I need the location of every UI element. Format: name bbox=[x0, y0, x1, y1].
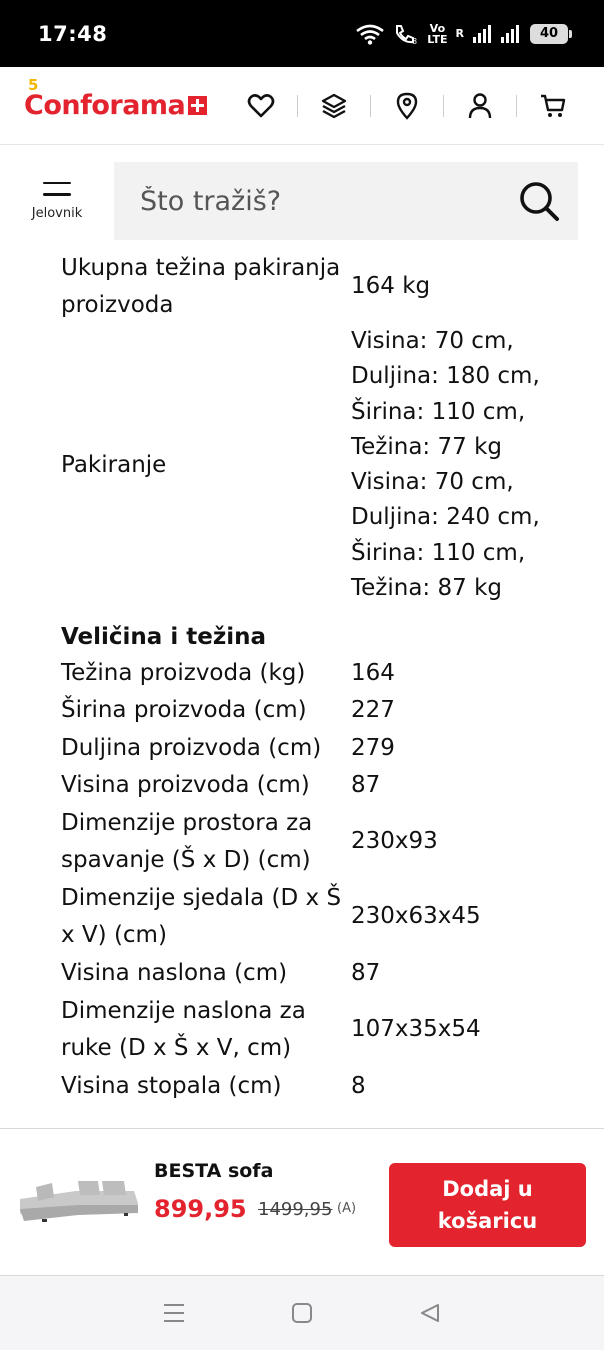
spec-value: 87 bbox=[351, 959, 381, 986]
wifi-icon bbox=[355, 23, 385, 45]
status-time: 17:48 bbox=[38, 21, 108, 46]
home-icon bbox=[291, 1302, 313, 1324]
menu-button[interactable] bbox=[0, 160, 114, 242]
spec-row bbox=[61, 655, 581, 692]
spec-label: Duljina proizvoda (cm) bbox=[61, 735, 322, 761]
back-button[interactable] bbox=[410, 1293, 450, 1333]
divider bbox=[443, 95, 444, 117]
spec-row bbox=[61, 955, 581, 992]
logo-plus-icon bbox=[188, 96, 207, 115]
call-icon bbox=[393, 23, 419, 45]
spec-label: Širina proizvoda (cm) bbox=[61, 697, 307, 723]
spec-row-package-weight bbox=[61, 250, 581, 324]
status-icons bbox=[355, 23, 568, 45]
spec-row bbox=[61, 805, 581, 879]
heart-icon bbox=[247, 93, 275, 119]
recents-button[interactable] bbox=[154, 1293, 194, 1333]
store-locator-button[interactable] bbox=[385, 84, 429, 128]
spec-label: Dimenzije naslona za ruke (D x Š x V, cm) bbox=[61, 998, 306, 1061]
spec-row bbox=[61, 692, 581, 729]
spec-label: Ukupna težina pakiranja proizvoda bbox=[61, 255, 341, 318]
search-icon bbox=[518, 180, 560, 222]
volte-bottom: LTE bbox=[427, 32, 448, 46]
search-input[interactable] bbox=[114, 186, 494, 217]
spec-value: 8 bbox=[351, 1072, 366, 1099]
location-icon bbox=[395, 92, 419, 120]
spec-row bbox=[61, 880, 581, 954]
spec-value: 227 bbox=[351, 696, 395, 723]
spec-value: 230x93 bbox=[351, 828, 438, 855]
spec-row bbox=[61, 730, 581, 767]
energy-class: (A) bbox=[337, 1201, 357, 1216]
svg-text:8: 8 bbox=[412, 36, 418, 45]
spec-value: 164 kg bbox=[351, 273, 431, 300]
user-icon bbox=[468, 92, 492, 120]
recents-icon bbox=[162, 1302, 186, 1324]
spec-label: Dimenzije prostora za spavanje (Š x D) (cm) bbox=[61, 810, 313, 873]
search-row bbox=[0, 160, 604, 242]
product-thumbnail[interactable] bbox=[16, 1169, 142, 1229]
sticky-add-to-cart-bar bbox=[0, 1128, 604, 1276]
logo-text: Conforama bbox=[24, 90, 186, 121]
spec-value: 87 bbox=[351, 771, 381, 798]
header-actions bbox=[239, 84, 575, 128]
wishlist-button[interactable] bbox=[239, 84, 283, 128]
divider bbox=[516, 95, 517, 117]
cart-button[interactable] bbox=[531, 84, 575, 128]
hamburger-icon bbox=[43, 182, 71, 196]
product-name: BESTA sofa bbox=[154, 1160, 274, 1182]
add-to-cart-label: Dodaj u košaricu bbox=[437, 1177, 538, 1233]
old-price: 1499,95 bbox=[258, 1199, 333, 1220]
conforama-logo[interactable] bbox=[24, 76, 207, 121]
spec-label: Visina stopala (cm) bbox=[61, 1073, 282, 1099]
signal-icon bbox=[472, 24, 492, 44]
back-icon bbox=[419, 1302, 441, 1324]
logo-mark: 5 bbox=[28, 76, 38, 94]
layers-icon bbox=[320, 92, 348, 120]
spec-value: 230x63x45 bbox=[351, 903, 481, 930]
volte-top: Vo bbox=[429, 21, 446, 35]
cart-icon bbox=[539, 92, 567, 120]
menu-label: Jelovnik bbox=[31, 205, 83, 221]
divider bbox=[297, 95, 298, 117]
search-bar bbox=[114, 162, 578, 240]
volte-indicator bbox=[427, 23, 447, 45]
site-header bbox=[0, 67, 604, 145]
search-button[interactable] bbox=[500, 162, 578, 240]
battery-icon: 40 bbox=[530, 24, 568, 44]
add-to-cart-button[interactable] bbox=[389, 1163, 586, 1247]
spec-label: Dimenzije sjedala (D x Š x V) (cm) bbox=[61, 885, 342, 948]
spec-value: Visina: 70 cm, Duljina: 180 cm, Širina: 110 cm, Težina: 77 kg Visina: 70 cm, Duljina: 240 cm, Širina: 110 cm, Težina: 87 kg bbox=[351, 328, 540, 602]
spec-label: Visina proizvoda (cm) bbox=[61, 772, 310, 798]
spec-label: Visina naslona (cm) bbox=[61, 960, 288, 986]
spec-value: 107x35x54 bbox=[351, 1016, 481, 1043]
spec-label: Pakiranje bbox=[61, 451, 167, 478]
spec-row bbox=[61, 993, 581, 1067]
spec-label: Težina proizvoda (kg) bbox=[61, 660, 306, 686]
compare-button[interactable] bbox=[312, 84, 356, 128]
spec-row-packaging bbox=[61, 324, 581, 606]
signal-icon bbox=[500, 24, 522, 44]
section-title: Veličina i težina bbox=[61, 624, 266, 650]
roaming-indicator: R bbox=[455, 27, 464, 40]
system-nav-bar bbox=[0, 1276, 604, 1350]
status-bar bbox=[0, 0, 604, 67]
spec-row bbox=[61, 767, 581, 804]
spec-value: 279 bbox=[351, 734, 395, 761]
home-button[interactable] bbox=[282, 1293, 322, 1333]
product-price: 899,95 bbox=[154, 1195, 247, 1223]
spec-row bbox=[61, 1068, 581, 1105]
divider bbox=[370, 95, 371, 117]
account-button[interactable] bbox=[458, 84, 502, 128]
spec-value: 164 bbox=[351, 659, 395, 686]
